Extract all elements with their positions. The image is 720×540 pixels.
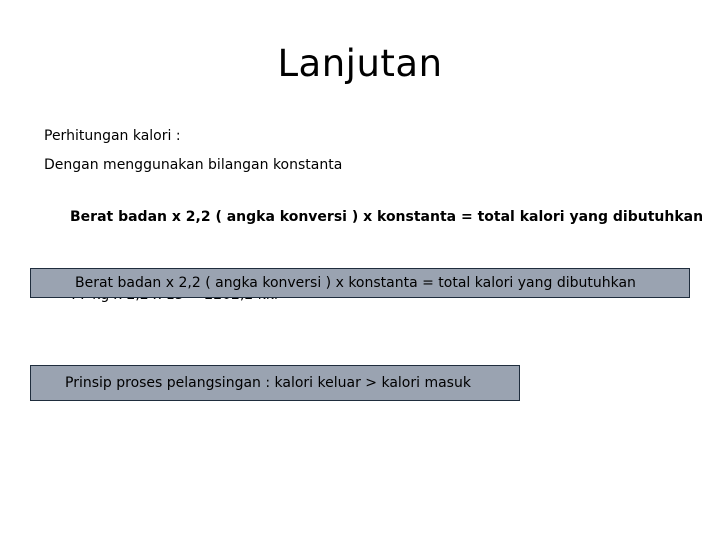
slide-title: Lanjutan [277, 42, 443, 85]
principle-box: Prinsip proses pelangsingan : kalori keluar > kalori masuk [30, 365, 520, 401]
formula-box: Berat badan x 2,2 ( angka konversi ) x konstanta = total kalori yang dibutuhkan [30, 268, 690, 298]
formula-text: Berat badan x 2,2 ( angka konversi ) x konstanta = total kalori yang dibutuhkan [70, 209, 704, 225]
body-line-calorie-calculation: Perhitungan kalori : [44, 128, 181, 144]
body-line-constant-method: Dengan menggunakan bilangan konstanta [44, 157, 343, 173]
